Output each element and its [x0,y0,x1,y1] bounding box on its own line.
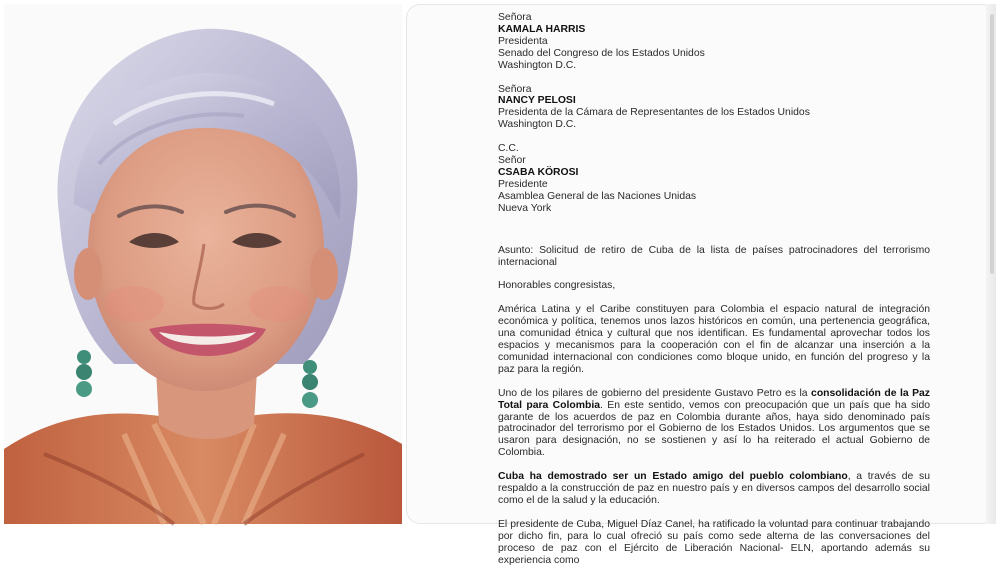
recipient-institution: Senado del Congreso de los Estados Unidos [498,47,705,59]
scrollbar[interactable] [986,4,996,524]
paragraph-4: El presidente de Cuba, Miguel Díaz Canel, ha ratificado la voluntad para continuar trabajando por dicho fin, para lo cual ofreció su país como sede alterna de las conversaciones del proceso de paz con el Ejército de Liberación Nacional- ELN, aportando además su experiencia como [498,518,930,566]
paragraph-3 [498,471,930,507]
recipient-city: Washington D.C. [498,59,577,71]
recipient-city: Nueva York [498,202,552,214]
recipient-name: NANCY PELOSI [498,95,576,107]
scrollbar-thumb[interactable] [990,14,994,274]
recipient-title: Presidenta de la Cámara de Representantes de los Estados Unidos [498,107,810,119]
left-earring [76,350,92,397]
paragraph-3-text: , a través de su respaldo a la construcción de paz en nuestro país y en diversos campos del desarrollo social como el de la salud y la educación. [498,471,930,506]
paragraph-2 [498,388,930,459]
recipient-city: Washington D.C. [498,119,577,131]
salutation: Señor [498,155,526,167]
letter-document [406,4,996,566]
recipient-block-1 [498,12,930,72]
portrait-photo [4,4,402,524]
greeting: Honorables congresistas, [498,280,616,292]
recipient-name: KAMALA HARRIS [498,23,586,35]
paragraph-3-emphasis: Cuba ha demostrado ser un Estado amigo del pueblo colombiano [498,471,848,483]
cc-label: C.C. [498,143,519,155]
recipient-block-2 [498,84,930,132]
recipient-institution: Asamblea General de las Naciones Unidas [498,190,697,202]
recipient-title: Presidenta [498,35,548,47]
recipient-name: CSABA KÖROSI [498,166,579,178]
paragraph-2-text: Uno de los pilares de gobierno del presidente Gustavo Petro es la [498,387,812,399]
letter-page [498,12,930,567]
woman-portrait-illustration [4,4,402,524]
right-earring [302,360,318,408]
paragraph-2-text-continued: . En este sentido, vemos con preocupación que un país que ha sido garante de los acuerdos de paz en Colombia durante años, haya sido denominado país patrocinador del terrorismo por el Gobierno de los Estados Unidos. Los argumentos que se usaron para designación, no se sostienen y así lo ha reiterado el actual Gobierno de Colombia. [498,399,931,459]
paragraph-2-emphasis: consolidación de la Paz Total para Colombia [498,387,930,411]
cc-block [498,143,930,214]
recipient-title: Presidente [498,178,548,190]
subject-line: Asunto: Solicitud de retiro de Cuba de la lista de países patrocinadores del terrorismo internacional [498,244,930,268]
paragraph-1: América Latina y el Caribe constituyen para Colombia el espacio natural de integración económica y política, tenemos unos lazos históricos en común, una pertenencia geográfica, una comunidad étnica y cultural que nos identifican. Es fundamental aprovechar todos los espacios y mecanismos para la cooperación con el fin de alcanzar una inserción a la comunidad internacional con condiciones como bloque unido, en función del progreso y la paz para la región. [498,304,930,375]
salutation: Señora [498,12,532,23]
salutation: Señora [498,83,532,95]
